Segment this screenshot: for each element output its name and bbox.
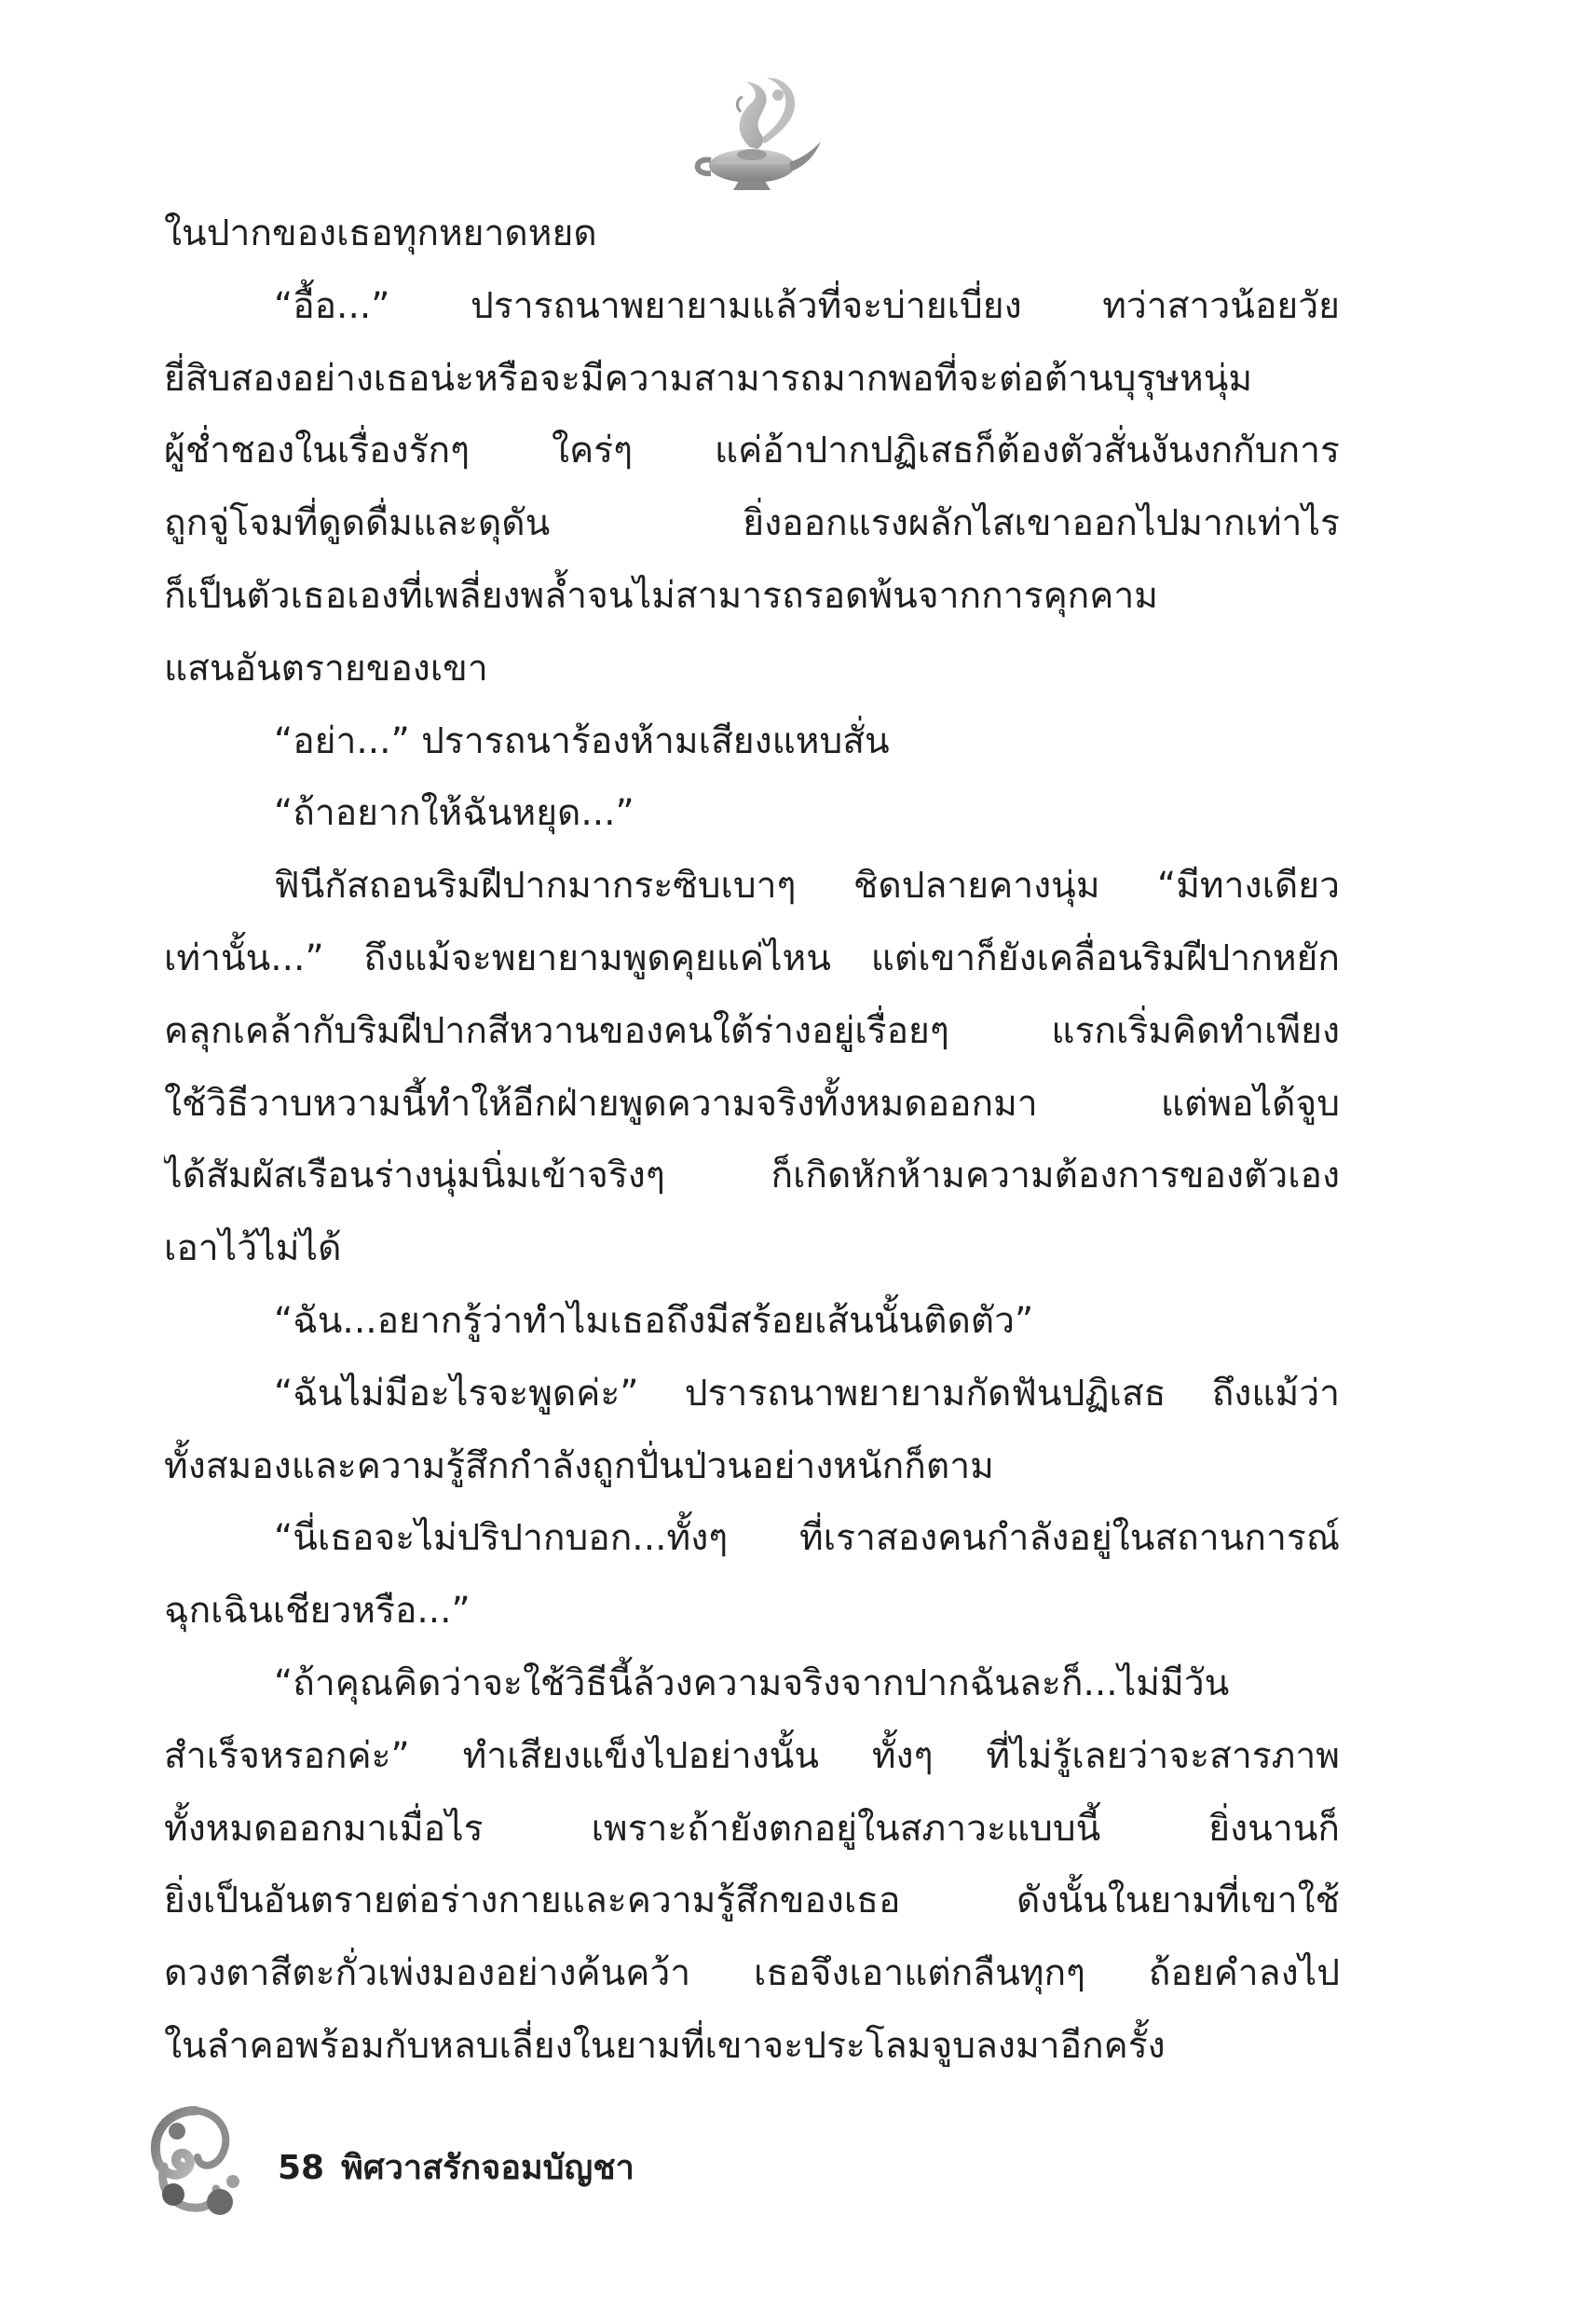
text-line: ผู้ช่ำชองในเรื่องรักๆ ใคร่ๆ แค่อ้าปากปฏิเสธก็ต้องตัวสั่นงันงกกับการ xyxy=(164,430,1340,472)
text-line: “อื้อ...” ปรารถนาพยายามแล้วที่จะบ่ายเบี่ยง ทว่าสาวน้อยวัย xyxy=(274,284,1340,327)
genie-lamp-icon xyxy=(685,75,825,196)
page-footer xyxy=(140,2101,792,2232)
text-line: “อย่า...” ปรารถนาร้องห้ามเสียงแหบสั่น xyxy=(274,719,890,762)
text-line: เอาไว้ไม่ได้ xyxy=(164,1227,342,1270)
body-text xyxy=(164,198,1340,2083)
text-line: “ถ้าอยากให้ฉันหยุด...” xyxy=(274,792,634,835)
text-line: ใช้วิธีวาบหวามนี้ทำให้อีกฝ่ายพูดความจริงทั้งหมดออกมา แต่พอได้จูบ xyxy=(164,1082,1340,1125)
text-line: ดวงตาสีตะกั่วเพ่งมองอย่างค้นคว้า เธอจึงเอาแต่กลืนทุกๆ ถ้อยคำลงไป xyxy=(164,1952,1340,1995)
footer-label xyxy=(278,2140,634,2194)
text-line: ก็เป็นตัวเธอเองที่เพลี่ยงพล้ำจนไม่สามารถรอดพ้นจากการคุกคาม xyxy=(164,574,1158,617)
text-line: ฟินีกัสถอนริมฝีปากมากระซิบเบาๆ ชิดปลายคางนุ่ม “มีทางเดียว xyxy=(274,865,1340,908)
text-line: แสนอันตรายของเขา xyxy=(164,647,488,690)
book-title: พิศวาสรักจอมบัญชา xyxy=(341,2149,634,2187)
text-line: ในลำคอพร้อมกับหลบเลี่ยงในยามที่เขาจะประโลมจูบลงมาอีกครั้ง xyxy=(164,2024,1166,2067)
text-line: ถูกจู่โจมที่ดูดดื่มและดุดัน ยิ่งออกแรงผลักไสเขาออกไปมากเท่าไร xyxy=(164,502,1340,545)
text-line: ทั้งหมดออกมาเมื่อไร เพราะถ้ายังตกอยู่ในสภาวะแบบนี้ ยิ่งนานก็ xyxy=(164,1807,1340,1850)
text-line: “นี่เธอจะไม่ปริปากบอก...ทั้งๆ ที่เราสองคนกำลังอยู่ในสถานการณ์ xyxy=(274,1517,1340,1560)
text-line: ยี่สิบสองอย่างเธอน่ะหรือจะมีความสามารถมากพอที่จะต่อต้านบุรุษหนุ่ม xyxy=(164,357,1253,400)
page-number: 58 xyxy=(278,2149,325,2187)
text-line: ยิ่งเป็นอันตรายต่อร่างกายและความรู้สึกของเธอ ดังนั้นในยามที่เขาใช้ xyxy=(164,1880,1340,1922)
text-line: “ถ้าคุณคิดว่าจะใช้วิธีนี้ล้วงความจริงจากปากฉันละก็...ไม่มีวัน xyxy=(274,1661,1230,1704)
genie-swirl-icon xyxy=(140,2101,252,2222)
text-line: เท่านั้น...” ถึงแม้จะพยายามพูดคุยแค่ไหน แต่เขาก็ยังเคลื่อนริมฝีปากหยัก xyxy=(164,937,1340,979)
text-line: ทั้งสมองและความรู้สึกกำลังถูกปั่นป่วนอย่างหนักก็ตาม xyxy=(164,1444,994,1487)
text-line: ได้สัมผัสเรือนร่างนุ่มนิ่มเข้าจริงๆ ก็เกิดหักห้ามความต้องการของตัวเอง xyxy=(164,1155,1340,1197)
text-line: ฉุกเฉินเชียวหรือ...” xyxy=(164,1590,471,1633)
text-line: “ฉัน...อยากรู้ว่าทำไมเธอถึงมีสร้อยเส้นนั้นติดตัว” xyxy=(274,1299,1034,1342)
text-line: คลุกเคล้ากับริมฝีปากสีหวานของคนใต้ร่างอยู่เรื่อยๆ แรกเริ่มคิดทำเพียง xyxy=(164,1009,1340,1052)
text-line: “ฉันไม่มีอะไรจะพูดค่ะ” ปรารถนาพยายามกัดฟันปฏิเสธ ถึงแม้ว่า xyxy=(274,1372,1340,1415)
text-line: สำเร็จหรอกค่ะ” ทำเสียงแข็งไปอย่างนั้น ทั้งๆ ที่ไม่รู้เลยว่าจะสารภาพ xyxy=(164,1734,1340,1777)
text-line: ในปากของเธอทุกหยาดหยด xyxy=(164,212,597,254)
